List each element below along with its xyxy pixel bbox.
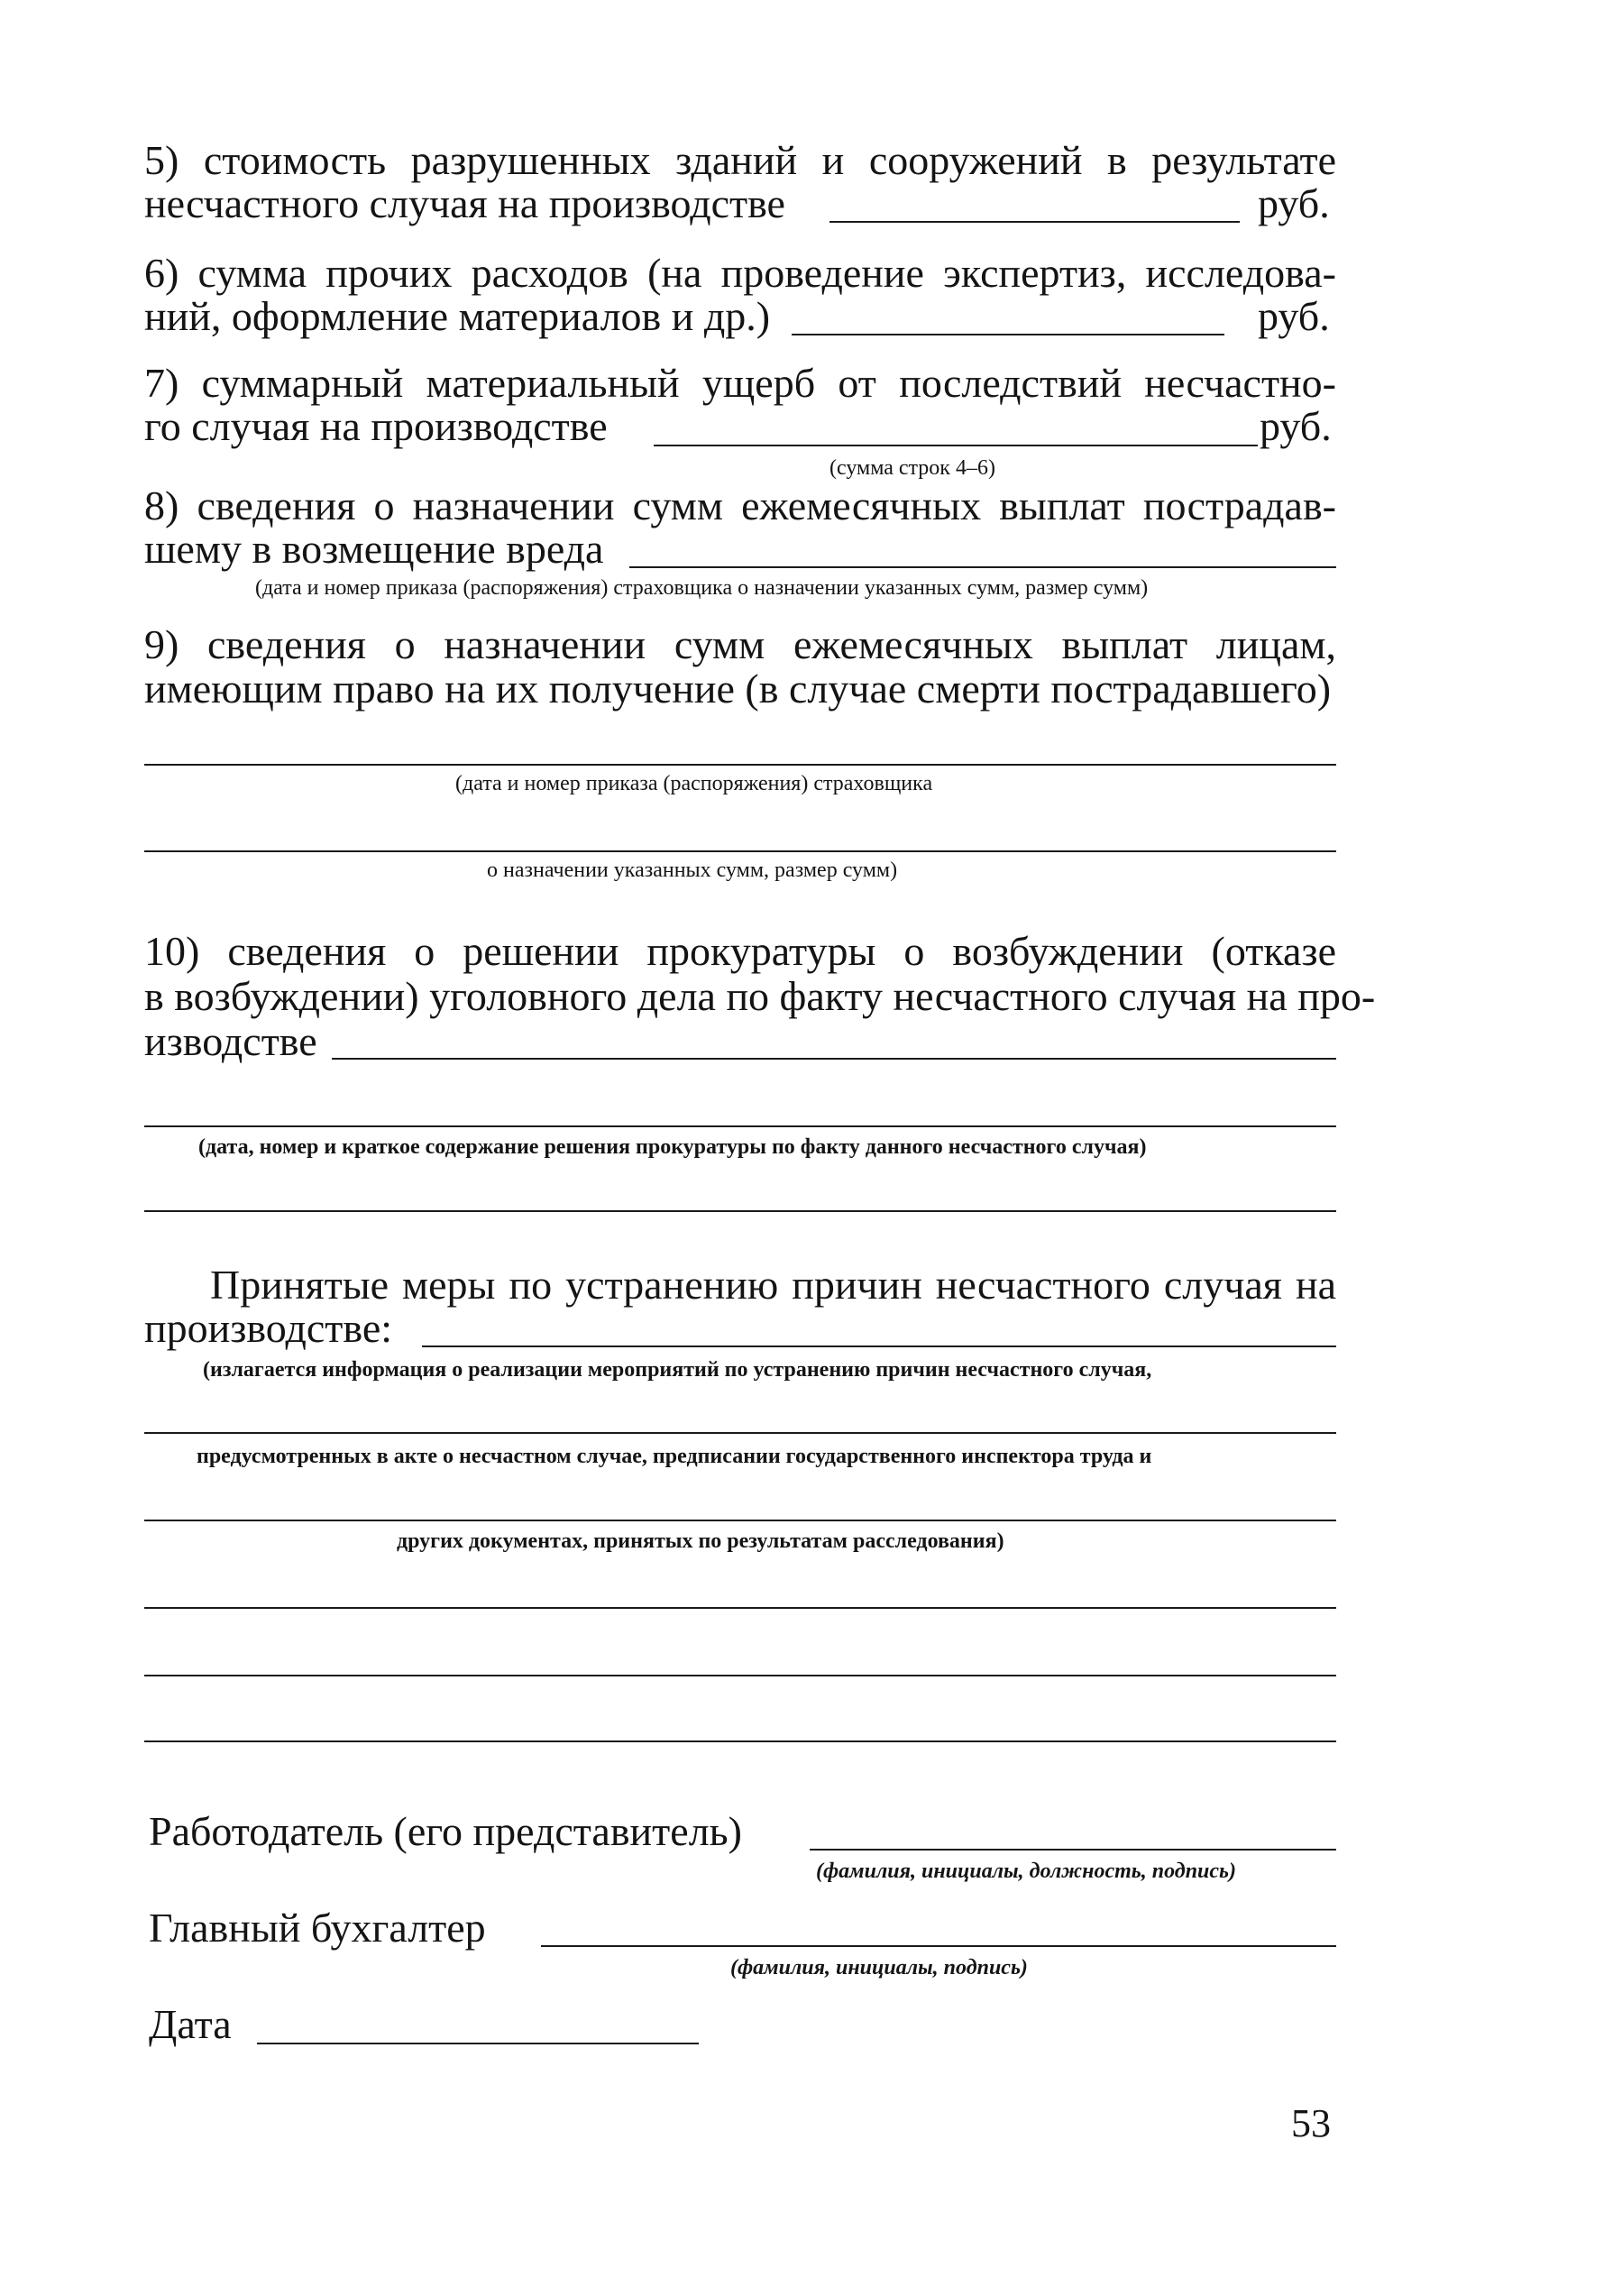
item-10-field-1[interactable]: [332, 1058, 1336, 1060]
measures-field-3[interactable]: [144, 1520, 1336, 1521]
item-5-line-1: 5) стоимость разрушенных зданий и сооружений в результате: [144, 137, 1336, 183]
item-8-line-2: шему в возмещение вреда: [144, 526, 604, 572]
measures-field-6[interactable]: [144, 1740, 1336, 1742]
item-9-caption-2: о назначении указанных сумм, размер сумм): [487, 859, 898, 882]
item-9-caption-1: (дата и номер приказа (распоряжения) страховщика: [455, 772, 933, 795]
item-9-field-1[interactable]: [144, 764, 1336, 766]
accountant-signature-field[interactable]: [541, 1945, 1336, 1947]
employer-caption: (фамилия, инициалы, должность, подпись): [816, 1860, 1237, 1883]
item-7-unit: руб.: [1260, 403, 1332, 449]
measures-field-5[interactable]: [144, 1675, 1336, 1676]
item-5-unit: руб.: [1258, 180, 1330, 226]
measures-field-1[interactable]: [422, 1345, 1336, 1347]
item-7-line-1: 7) суммарный материальный ущерб от последствий несчастно-: [144, 360, 1336, 406]
measures-caption-3: других документах, принятых по результатам расследования): [397, 1529, 1004, 1553]
measures-line-1: Принятые меры по устранению причин несчастного случая на: [210, 1262, 1336, 1308]
date-field[interactable]: [257, 2043, 699, 2044]
accountant-label: Главный бухгалтер: [149, 1905, 486, 1951]
measures-caption-1: (излагается информация о реализации мероприятий по устранению причин несчастного случая,: [203, 1358, 1152, 1382]
item-7-amount-field[interactable]: [654, 445, 1258, 446]
item-8-caption: (дата и номер приказа (распоряжения) страховщика о назначении указанных сумм, размер сумм): [255, 576, 1149, 600]
accountant-caption: (фамилия, инициалы, подпись): [730, 1956, 1028, 1979]
item-10-line-2: в возбуждении) уголовного дела по факту несчастного случая на про-: [144, 973, 1376, 1019]
date-label: Дата: [149, 2001, 232, 2047]
item-6-amount-field[interactable]: [792, 334, 1224, 335]
item-6-line-1: 6) сумма прочих расходов (на проведение экспертиз, исследова-: [144, 250, 1336, 296]
item-9-line-2: имеющим право на их получение (в случае смерти пострадавшего): [144, 666, 1332, 712]
item-6-line-2: ний, оформление материалов и др.): [144, 293, 771, 339]
item-9-line-1: 9) сведения о назначении сумм ежемесячных выплат лицам,: [144, 621, 1336, 667]
measures-field-4[interactable]: [144, 1607, 1336, 1609]
item-6-unit: руб.: [1258, 293, 1330, 339]
measures-line-2: производстве:: [144, 1305, 393, 1351]
item-7-caption: (сумма строк 4–6): [829, 456, 995, 480]
item-8-line-1: 8) сведения о назначении сумм ежемесячных выплат пострадав-: [144, 482, 1336, 528]
item-9-field-2[interactable]: [144, 850, 1336, 852]
item-10-caption: (дата, номер и краткое содержание решения прокуратуры по факту данного несчастного случая): [198, 1135, 1147, 1159]
measures-field-2[interactable]: [144, 1432, 1336, 1434]
item-10-field-2[interactable]: [144, 1125, 1336, 1127]
item-7-line-2: го случая на производстве: [144, 403, 608, 449]
item-10-field-3[interactable]: [144, 1210, 1336, 1212]
measures-caption-2: предусмотренных в акте о несчастном случае, предписании государственного инспектора труда и: [197, 1445, 1152, 1468]
item-8-field[interactable]: [629, 566, 1336, 568]
page-number: 53: [1291, 2101, 1331, 2145]
item-5-line-2: несчастного случая на производстве: [144, 180, 785, 226]
item-5-amount-field[interactable]: [829, 221, 1240, 223]
item-10-line-1: 10) сведения о решении прокуратуры о возбуждении (отказе: [144, 928, 1336, 974]
employer-label: Работодатель (его представитель): [149, 1808, 742, 1854]
item-10-line-3: изводстве: [144, 1018, 317, 1064]
employer-signature-field[interactable]: [810, 1849, 1336, 1851]
